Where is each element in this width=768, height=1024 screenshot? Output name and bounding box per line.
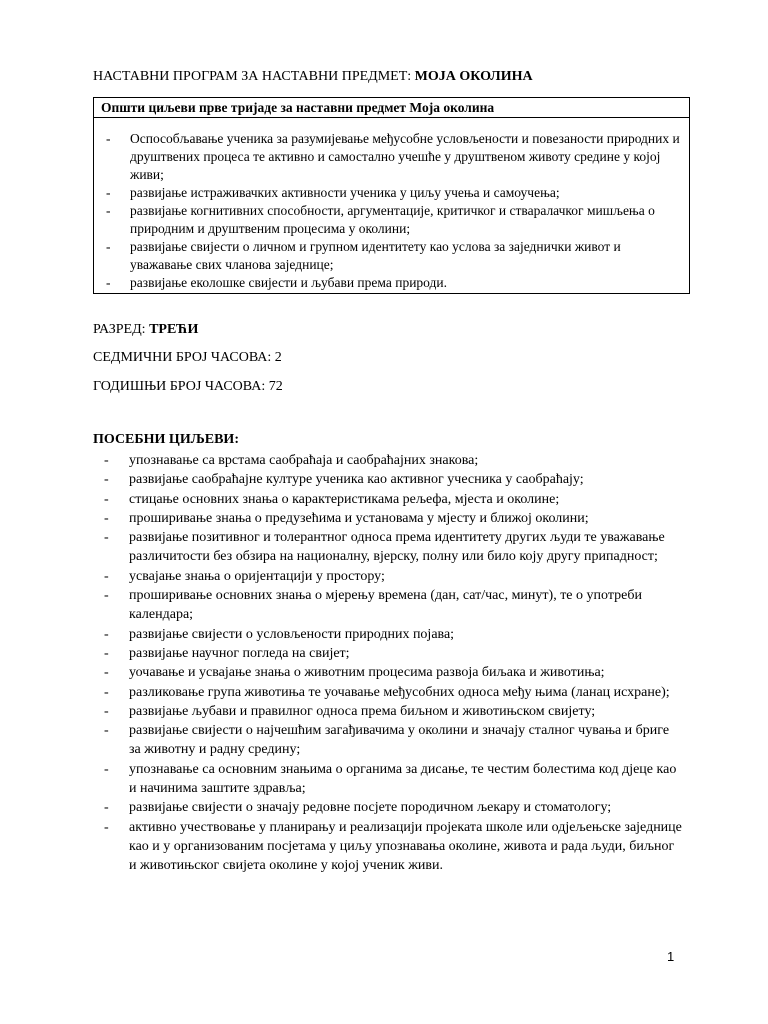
special-goals-heading: ПОСЕБНИ ЦИЉЕВИ: (93, 432, 239, 447)
weekly-hours: СЕДМИЧНИ БРОЈ ЧАСОВА: 2 (93, 350, 282, 365)
list-item-text: развијање когнитивних способности, аргументације, критичког и стваралачког мишљења о природним и друштвеним процесима у околини; (130, 203, 655, 236)
list-item (93, 683, 683, 702)
general-goals-list (94, 118, 689, 292)
list-item-text: развијање свијести о најчешћим загађивачима у околини и значају сталног чувања и бриге за животну и радну средину; (129, 723, 670, 758)
dash-marker: - (104, 703, 109, 719)
page-number: 1 (667, 949, 675, 964)
list-item (93, 528, 683, 567)
grade-label: РАЗРЕД: (93, 322, 150, 337)
list-item-text: разликовање група животиња те уочавање међусобних односа међу њима (ланац исхране); (129, 684, 670, 700)
general-goals-table (93, 97, 690, 294)
dash-marker: - (106, 203, 111, 218)
list-item (94, 238, 689, 274)
dash-marker: - (104, 588, 109, 604)
dash-marker: - (104, 510, 109, 526)
dash-marker: - (104, 491, 109, 507)
dash-marker: - (104, 819, 109, 835)
dash-marker: - (106, 185, 111, 200)
list-item-text: уочавање и усвајање знања о животним процесима развоја биљака и животиња; (129, 665, 605, 681)
list-item (94, 274, 689, 292)
dash-marker: - (104, 665, 109, 681)
dash-marker: - (104, 684, 109, 700)
list-item-text: Оспособљавање ученика за разумијевање међусобне условљености и повезаности природних и друштвених процеса те активно и самостално учешће у друштвеном животу средине у којој живи; (130, 131, 680, 182)
list-item-text: развијање еколошке свијести и љубави према природи. (130, 275, 447, 290)
dash-marker: - (104, 761, 109, 777)
list-item (93, 818, 683, 876)
list-item (93, 798, 683, 817)
list-item (93, 586, 683, 625)
list-item-text: развијање научног погледа на свијет; (129, 645, 350, 661)
special-goals-list (93, 451, 683, 876)
list-item (93, 509, 683, 528)
list-item (93, 702, 683, 721)
list-item-text: активно учествовање у планирању и реализацији пројеката школе или одјељењске заједнице као и у организованим посјетама у циљу упознавања околине, живота и рада људи, биљног и животињског свијета околине у којој ученик живи. (129, 819, 682, 874)
list-item-text: развијање саобраћајне културе ученика као активног учесника у саобраћају; (129, 472, 584, 488)
title-prefix: НАСТАВНИ ПРОГРАМ ЗА НАСТАВНИ ПРЕДМЕТ: (93, 69, 415, 84)
list-item-text: проширивање основних знања о мјерењу времена (дан, сат/час, минут), те о употреби календара; (129, 588, 642, 623)
list-item-text: развијање свијести о значају редовне посјете породичном љекару и стоматологу; (129, 800, 612, 816)
grade-line (93, 321, 198, 339)
dash-marker: - (106, 239, 111, 254)
list-item-text: развијање свијести о личном и групном идентитету као услова за заједнички живот и уважавање свих чланова заједнице; (130, 239, 621, 272)
general-goals-heading: Општи циљеви прве тријаде за наставни предмет Моја околина (94, 98, 689, 118)
list-item-text: упознавање са основним знањима о органима за дисање, те честим болестима код дјеце као и начинима заштите здравља; (129, 761, 677, 797)
list-item-text: проширивање знања о предузећима и установама у мјесту и ближој околини; (129, 510, 589, 526)
list-item (93, 451, 683, 470)
special-goals-section (93, 451, 683, 876)
list-item (93, 490, 683, 509)
list-item (94, 202, 689, 238)
dash-marker: - (104, 453, 109, 468)
list-item (93, 470, 683, 489)
list-item (93, 625, 683, 644)
list-item-text: развијање љубави и правилног односа према биљном и животињском свијету; (129, 703, 596, 719)
list-item-text: упознавање са врстама саобраћаја и саобраћајних знакова; (129, 453, 479, 468)
list-item-text: усвајање знања о оријентацији у простору; (129, 568, 385, 584)
dash-marker: - (104, 645, 109, 661)
list-item (93, 567, 683, 586)
list-item (94, 184, 689, 202)
list-item-text: развијање истраживачких активности ученика у циљу учења и самоучења; (130, 185, 560, 200)
list-item (93, 644, 683, 663)
grade-value: ТРЕЋИ (149, 322, 199, 337)
yearly-hours: ГОДИШЊИ БРОЈ ЧАСОВА: 72 (93, 379, 283, 394)
dash-marker: - (106, 275, 111, 290)
dash-marker: - (104, 472, 109, 488)
document-title (93, 68, 533, 86)
dash-marker: - (106, 131, 111, 146)
dash-marker: - (104, 568, 109, 584)
list-item-text: стицање основних знања о карактеристикама рељефа, мјеста и околине; (129, 491, 560, 507)
title-subject: МОЈА ОКОЛИНА (414, 69, 533, 84)
dash-marker: - (104, 800, 109, 816)
list-item (93, 721, 683, 760)
list-item-text: развијање позитивног и толерантног односа према идентитету других људи те уважавање различитости без обзира на националну, вјерску, полну или било коју другу припадност; (129, 530, 665, 565)
list-item (94, 130, 689, 184)
dash-marker: - (104, 530, 109, 546)
list-item (93, 663, 683, 682)
dash-marker: - (104, 626, 109, 642)
dash-marker: - (104, 723, 109, 739)
list-item (93, 760, 683, 799)
list-item-text: развијање свијести о условљености природних појава; (129, 626, 455, 642)
